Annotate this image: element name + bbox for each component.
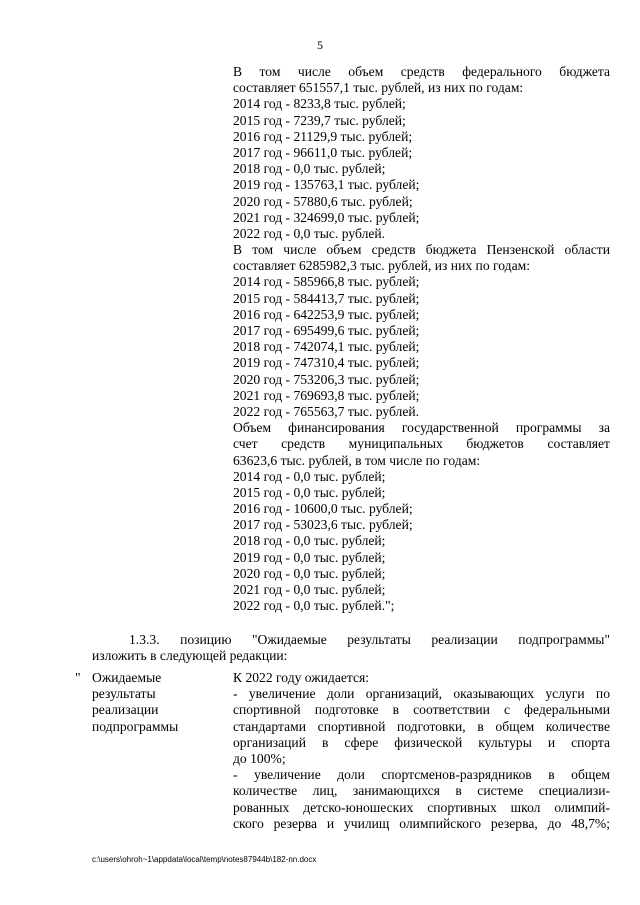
federal-year-line: 2014 год - 8233,8 тыс. рублей; <box>233 96 406 112</box>
federal-year-line: 2015 год - 7239,7 тыс. рублей; <box>233 112 406 128</box>
item-1-3-3-line-2: изложить в следующей редакции: <box>92 648 288 664</box>
right-cell-line: - увеличение доли спортсменов-разрядников в общем <box>233 767 610 783</box>
regional-intro-line-1: В том числе объем средств бюджета Пензенской области <box>233 242 610 258</box>
right-cell-line: - увеличение доли организаций, оказывающих услуги по <box>233 686 610 702</box>
right-cell-line: стандартами спортивной подготовки, в общем количестве <box>233 718 610 734</box>
regional-year-line: 2022 год - 765563,7 тыс. рублей. <box>233 403 420 419</box>
right-cell-line: организаций в сфере физической культуры и спорта <box>233 734 610 750</box>
regional-year-line: 2014 год - 585966,8 тыс. рублей; <box>233 274 420 290</box>
left-cell-line: результаты <box>92 686 156 702</box>
table-left-cell <box>92 670 212 735</box>
federal-year-line: 2021 год - 324699,0 тыс. рублей; <box>233 209 420 225</box>
regional-year-line: 2017 год - 695499,6 тыс. рублей; <box>233 323 420 338</box>
municipal-year-line: 2014 год - 0,0 тыс. рублей; <box>233 468 386 484</box>
right-cell-line: К 2022 году ожидается: <box>233 670 370 685</box>
right-cell-line: до 100%; <box>233 750 286 766</box>
regional-year-line: 2020 год - 753206,3 тыс. рублей; <box>233 371 420 387</box>
municipal-year-line: 2016 год - 10600,0 тыс. рублей; <box>233 501 413 517</box>
left-cell-line: Ожидаемые <box>92 670 162 685</box>
right-cell-line: рованных детско-юношеских спортивных школ олимпий- <box>233 799 610 815</box>
municipal-intro-line-3: 63623,6 тыс. рублей, в том числе по годам: <box>233 452 481 468</box>
left-cell-line: подпрограммы <box>92 718 179 734</box>
page-number: 5 <box>317 38 323 52</box>
federal-year-line: 2019 год - 135763,1 тыс. рублей; <box>233 177 420 193</box>
item-1-3-3 <box>92 632 610 664</box>
federal-intro-line-2: составляет 651557,1 тыс. рублей, из них по годам: <box>233 80 524 96</box>
footer-file-path: c:\users\ohroh~1\appdata\local\temp\notes87944b\182-nn.docx <box>92 855 317 864</box>
municipal-year-line: 2021 год - 0,0 тыс. рублей; <box>233 582 386 597</box>
right-cell-line: количестве лиц, занимающихся в системе специализи- <box>233 783 610 799</box>
right-cell-line: спортивной подготовке в соответствии с федеральными <box>233 702 610 718</box>
municipal-year-line: 2015 год - 0,0 тыс. рублей; <box>233 484 386 500</box>
federal-budget-block <box>233 64 610 614</box>
federal-year-line: 2017 год - 96611,0 тыс. рублей; <box>233 144 413 160</box>
regional-year-line: 2021 год - 769693,8 тыс. рублей; <box>233 387 420 403</box>
regional-year-line: 2019 год - 747310,4 тыс. рублей; <box>233 355 420 371</box>
item-1-3-3-line-1: 1.3.3. позицию "Ожидаемые результаты реализации подпрограммы" <box>129 632 610 647</box>
left-cell-line: реализации <box>92 702 159 718</box>
federal-intro-line-1: В том числе объем средств федерального бюджета <box>233 64 610 79</box>
municipal-year-line: 2017 год - 53023,6 тыс. рублей; <box>233 517 413 533</box>
municipal-year-line: 2022 год - 0,0 тыс. рублей."; <box>233 598 395 614</box>
federal-year-line: 2016 год - 21129,9 тыс. рублей; <box>233 128 413 144</box>
municipal-intro-line-1: Объем финансирования государственной программы за <box>233 420 610 436</box>
federal-year-line: 2022 год - 0,0 тыс. рублей. <box>233 225 386 241</box>
regional-year-line: 2018 год - 742074,1 тыс. рублей; <box>233 339 420 355</box>
municipal-year-line: 2020 год - 0,0 тыс. рублей; <box>233 565 386 581</box>
table-right-cell <box>233 670 610 832</box>
municipal-year-line: 2019 год - 0,0 тыс. рублей; <box>233 549 386 565</box>
opening-quote: " <box>75 670 81 685</box>
regional-year-line: 2016 год - 642253,9 тыс. рублей; <box>233 306 420 322</box>
municipal-intro-line-2: счет средств муниципальных бюджетов составляет <box>233 436 610 452</box>
regional-intro-line-2: составляет 6285982,3 тыс. рублей, из них по годам: <box>233 258 530 274</box>
federal-year-line: 2018 год - 0,0 тыс. рублей; <box>233 161 386 177</box>
federal-year-line: 2020 год - 57880,6 тыс. рублей; <box>233 193 413 209</box>
municipal-year-line: 2018 год - 0,0 тыс. рублей; <box>233 533 386 549</box>
right-cell-line: ского резерва и училищ олимпийского резерва, до 48,7%; <box>233 815 610 831</box>
regional-year-line: 2015 год - 584413,7 тыс. рублей; <box>233 290 420 306</box>
